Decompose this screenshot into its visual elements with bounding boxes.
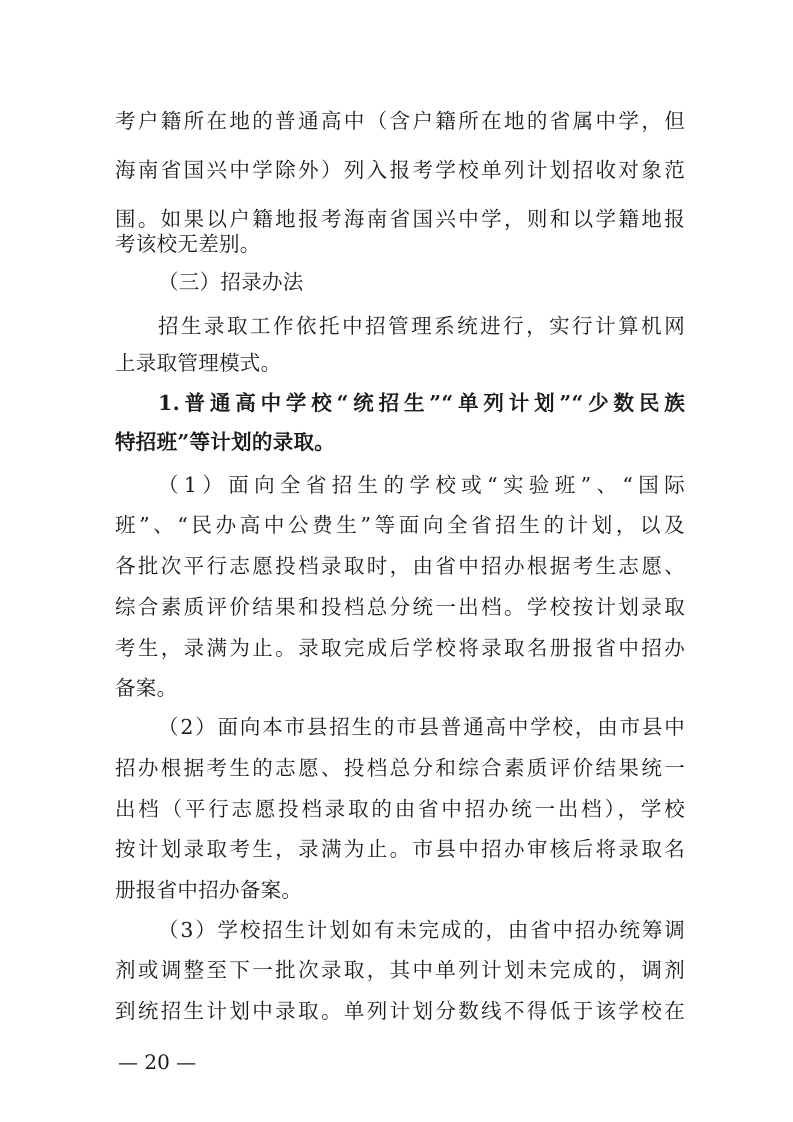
body-line: 按计划录取考生，录满为止。市县中招办审核后将录取名 — [115, 837, 685, 861]
body-line: （1）面向全省招生的学校或“实验班”、“国际 — [158, 473, 685, 497]
body-line: 各批次平行志愿投档录取时，由省中招办根据考生志愿、 — [115, 554, 685, 578]
body-line: 出档（平行志愿投档录取的由省中招办统一出档），学校 — [115, 797, 685, 821]
section-heading: （三）招录办法 — [158, 270, 304, 294]
body-line: 围。如果以户籍地报考海南省国兴中学，则和以学籍地报 — [115, 207, 685, 231]
body-line: （3）学校招生计划如有未完成的，由省中招办统筹调 — [158, 918, 685, 942]
body-line: 册报省中招办备案。 — [115, 878, 303, 902]
body-line: 班”、“民办高中公费生”等面向全省招生的计划，以及 — [115, 513, 685, 537]
body-line: （2）面向本市县招生的市县普通高中学校，由市县中 — [158, 715, 685, 739]
subsection-heading: 特招班”等计划的录取。 — [115, 430, 336, 454]
body-line: 招办根据考生的志愿、投档总分和综合素质评价结果统一 — [115, 756, 685, 780]
subsection-heading: 1.普通高中学校“统招生”“单列计划”“少数民族 — [158, 391, 685, 415]
page-number: — 20 — — [118, 1050, 197, 1074]
body-line: 上录取管理模式。 — [115, 351, 282, 375]
body-line: 到统招生计划中录取。单列计划分数线不得低于该学校在 — [115, 999, 685, 1023]
body-line: 招生录取工作依托中招管理系统进行，实行计算机网 — [158, 314, 685, 338]
body-line: 考该校无差别。 — [115, 232, 261, 256]
body-line: 备案。 — [115, 676, 178, 700]
body-line: 考户籍所在地的普通高中（含户籍所在地的省属中学，但 — [115, 109, 685, 133]
body-line: 剂或调整至下一批次录取，其中单列计划未完成的，调剂 — [115, 958, 685, 982]
body-line: 考生，录满为止。录取完成后学校将录取名册报省中招办 — [115, 636, 685, 660]
body-line: 综合素质评价结果和投档总分统一出档。学校按计划录取 — [115, 595, 685, 619]
body-line: 海南省国兴中学除外）列入报考学校单列计划招收对象范 — [115, 158, 685, 182]
